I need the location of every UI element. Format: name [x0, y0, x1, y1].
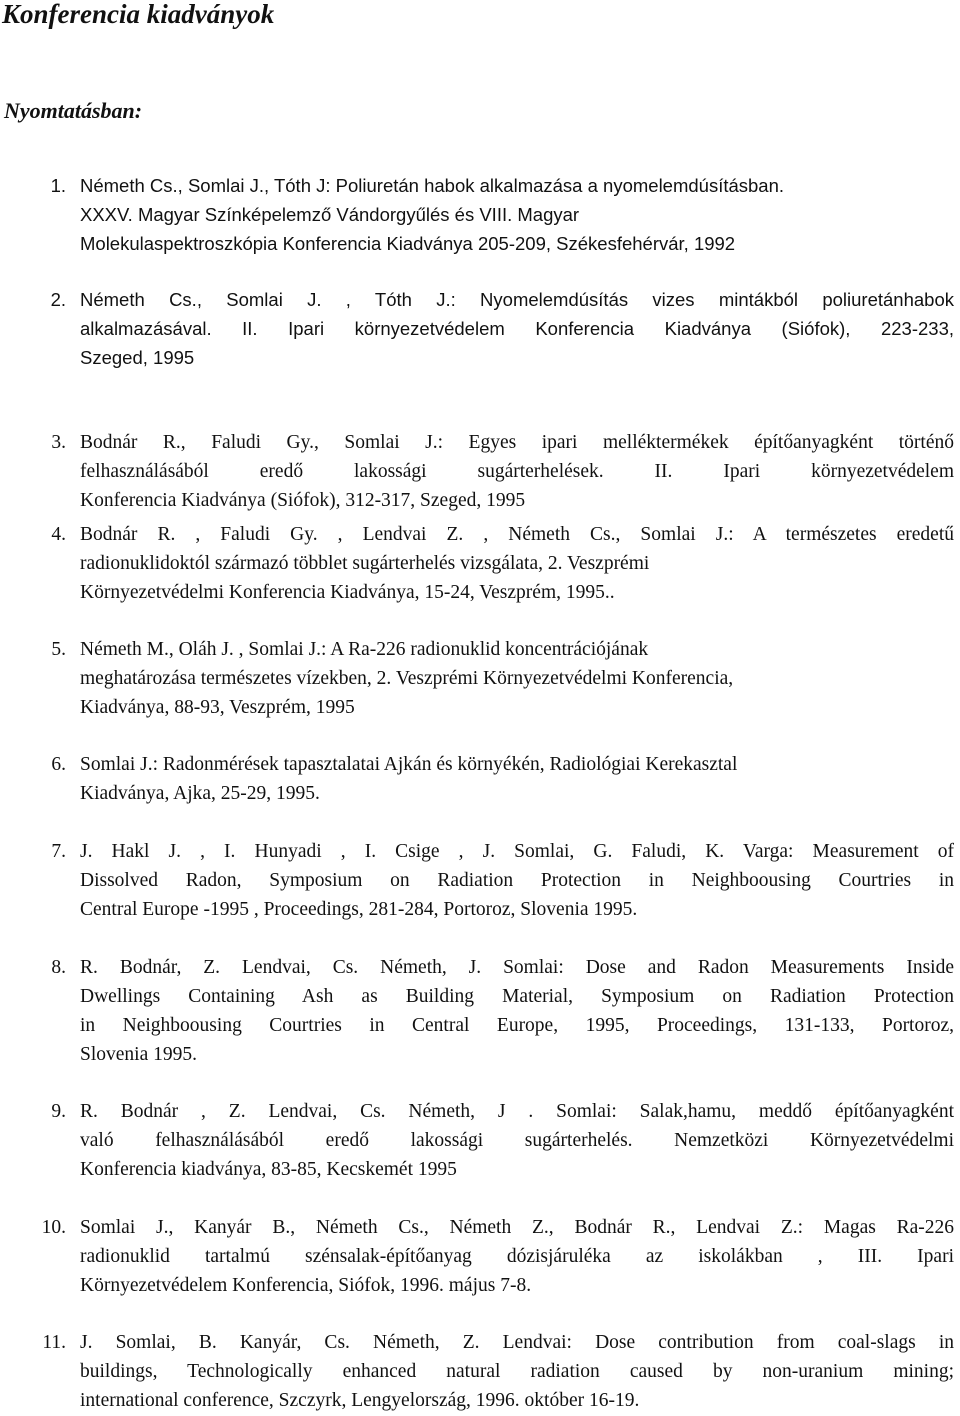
list-item-line: Németh Cs., Somlai J. , Tóth J.: Nyomelemdúsítás vizes mintákból poliuretánhabok	[80, 289, 954, 310]
list-item-line: R. Bodnár , Z. Lendvai, Cs. Németh, J . Somlai: Salak,hamu, meddő építőanyagként	[80, 1101, 954, 1122]
list-item-line: felhasználásából eredő lakossági sugárterhelések. II. Ipari környezetvédelem	[80, 461, 954, 482]
list-item-line: alkalmazásával. II. Ipari környezetvédelem Konferencia Kiadványa (Siófok), 223-233,	[80, 318, 954, 339]
list-item-line: Central Europe -1995 , Proceedings, 281-284, Portoroz, Slovenia 1995.	[80, 899, 638, 920]
list-item-line: Szeged, 1995	[80, 347, 195, 368]
list-item-line: Bodnár R. , Faludi Gy. , Lendvai Z. , Németh Cs., Somlai J.: A természetes eredetű	[80, 524, 954, 545]
list-item-number: 7.	[51, 841, 66, 862]
list-item-line: Slovenia 1995.	[80, 1044, 197, 1065]
list-item-number: 4.	[51, 524, 66, 545]
list-item-line: Környezetvédelem Konferencia, Siófok, 1996. május 7-8.	[80, 1275, 532, 1296]
list-item-line: radionuklid tartalmú szénsalak-építőanyag dózisjáruléka az iskolákban , III. Ipari	[80, 1246, 954, 1267]
list-item-line: XXXV. Magyar Színképelemző Vándorgyűlés és VIII. Magyar	[80, 204, 580, 225]
list-item-number: 2.	[50, 289, 66, 310]
list-item-line: in Neighboousing Courtries in Central Europe, 1995, Proceedings, 131-133, Portoroz,	[80, 1015, 954, 1036]
list-item-line: Kiadványa, 88-93, Veszprém, 1995	[80, 697, 355, 718]
list-item-line: Németh Cs., Somlai J., Tóth J: Poliuretán habok alkalmazása a nyomelemdúsításban.	[80, 175, 785, 196]
list-item-number: 8.	[51, 957, 66, 978]
list-item-line: Somlai J., Kanyár B., Németh Cs., Németh Z., Bodnár R., Lendvai Z.: Magas Ra-226	[80, 1217, 954, 1238]
list-item-number: 1.	[50, 175, 66, 196]
list-item-line: Bodnár R., Faludi Gy., Somlai J.: Egyes ipari melléktermékek építőanyagként történő	[80, 432, 954, 453]
list-item-number: 11.	[42, 1332, 66, 1353]
list-item-line: Konferencia kiadványa, 83-85, Kecskemét 1995	[80, 1159, 457, 1180]
list-item-line: Kiadványa, Ajka, 25-29, 1995.	[80, 783, 320, 804]
list-item-line: buildings, Technologically enhanced natural radiation caused by non-uranium mining;	[80, 1361, 954, 1382]
list-item-number: 9.	[51, 1101, 66, 1122]
section-subtitle: Nyomtatásban:	[4, 98, 143, 123]
list-item-number: 6.	[51, 754, 66, 775]
list-item-line: Dwellings Containing Ash as Building Material, Symposium on Radiation Protection	[80, 986, 954, 1007]
list-item-line: J. Somlai, B. Kanyár, Cs. Németh, Z. Lendvai: Dose contribution from coal-slags in	[80, 1332, 954, 1353]
list-item-line: R. Bodnár, Z. Lendvai, Cs. Németh, J. Somlai: Dose and Radon Measurements Inside	[80, 957, 954, 978]
page-title: Konferencia kiadványok	[2, 0, 275, 29]
list-item-line: radionuklidoktól származó többlet sugárterhelés vizsgálata, 2. Veszprémi	[80, 553, 650, 574]
list-item-number: 3.	[51, 432, 66, 453]
list-item-line: meghatározása természetes vízekben, 2. Veszprémi Környezetvédelmi Konferencia,	[80, 668, 734, 689]
list-item-line: international conference, Szczyrk, Lengyelország, 1996. október 16-19.	[80, 1390, 640, 1411]
list-item-line: J. Hakl J. , I. Hunyadi , I. Csige , J. Somlai, G. Faludi, K. Varga: Measurement of	[80, 841, 954, 862]
list-item-line: való felhasználásából eredő lakossági sugárterhelés. Nemzetközi Környezetvédelmi	[80, 1130, 954, 1151]
list-item-number: 10.	[41, 1217, 66, 1238]
list-item-line: Konferencia Kiadványa (Siófok), 312-317, Szeged, 1995	[80, 490, 526, 511]
list-item-number: 5.	[51, 639, 66, 660]
list-item-line: Dissolved Radon, Symposium on Radiation Protection in Neighboousing Courtries in	[80, 870, 954, 891]
list-item-line: Molekulaspektroszkópia Konferencia Kiadványa 205-209, Székesfehérvár, 1992	[80, 233, 736, 254]
list-item-line: Környezetvédelmi Konferencia Kiadványa, 15-24, Veszprém, 1995..	[80, 582, 615, 603]
list-item-line: Somlai J.: Radonmérések tapasztalatai Ajkán és környékén, Radiológiai Kerekasztal	[80, 754, 738, 775]
list-item-line: Németh M., Oláh J. , Somlai J.: A Ra-226 radionuklid koncentrációjának	[80, 639, 649, 660]
